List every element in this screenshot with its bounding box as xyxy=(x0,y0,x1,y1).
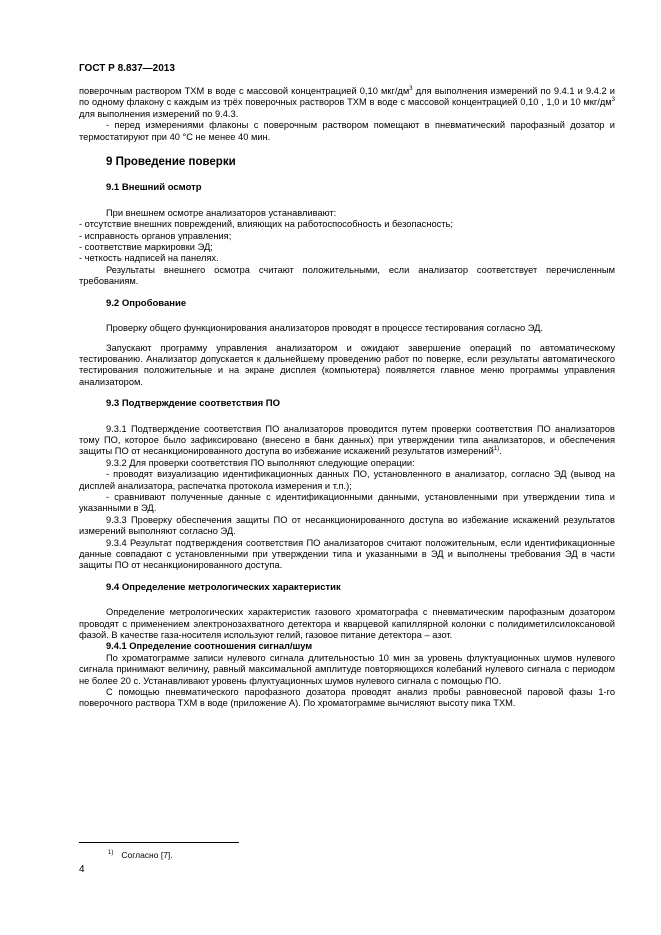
paragraph-9-3-3: 9.3.3 Проверку обеспечения защиты ПО от несанкционированного доступа во избежание искажений результатов измерений выполняют согласно ЭД. xyxy=(79,514,615,537)
list-item: - соответствие маркировки ЭД; xyxy=(79,242,213,253)
page-header: ГОСТ Р 8.837—2013 xyxy=(79,63,175,74)
paragraph-9-3-2-b: - сравнивают полученные данные с идентификационными данными, установленными при утверждении типа и указанными в ЭД. xyxy=(79,491,615,514)
section-heading-9-2: 9.2 Опробование xyxy=(106,297,187,309)
paragraph-9-1-0: При внешнем осмотре анализаторов устанавливают: xyxy=(106,207,337,218)
paragraph-9-2-1: Проверку общего функционирования анализаторов проводят в процессе тестирования согласно ЭД. xyxy=(106,323,543,334)
list-item: - исправность органов управления; xyxy=(79,230,232,241)
paragraph-intro-1: поверочным раствором ТХМ в воде с массовой концентрацией 0,10 мкг/$дм^3$ для выполнения измерений по 9.4.1 и 9.4.2 и по одному флакону с каждым из трёх поверочных растворов ТХМ в воде с массовой концентрацией 0,10 , 1,0 и 10 мкг/$дм^3$ для выполнения измерений по 9.4.3. xyxy=(79,85,615,119)
paragraph-9-2-2: Запускают программу управления анализатором и ожидают завершение операций по автоматическому тестированию. Анализатор допускается к дальнейшему проведению работ по поверке, если результаты автоматического тестирования положительные и на экране дисплея (компьютера) появляется главное меню программы управления анализатором. xyxy=(79,342,615,387)
paragraph-9-3-2: 9.3.2 Для проверки соответствия ПО выполняют следующие операции: xyxy=(106,457,415,468)
section-heading-9-4-1: 9.4.1 Определение соотношения сигнал/шум xyxy=(106,641,313,652)
paragraph-intro-2: - перед измерениями флаконы с поверочным раствором помещают в пневматический парофазный дозатор и термостатируют при 40 °С не менее 40 мин. xyxy=(79,120,615,142)
paragraph-9-4-1: Определение метрологических характеристик газового хроматографа с пневматическим парофазным дозатором проводят с применением электронозахватного детектора и кварцевой капиллярной колонки с полидиметилсилоксановой фазой. В качестве газа-носителя используют гелий, газовое питание детектора – азот. xyxy=(79,607,615,641)
paragraph-9-4-1-1: По хроматограмме записи нулевого сигнала длительностью 10 мин за уровень флуктуационных шумов нулевого сигнала принимают величину, равный максимальной амплитуде повторяющихся колебаний нулевого сигнала с периодом не более 20 с. Устанавливают уровень флуктуационных шумов нулевого сигнала с помощью ПО. xyxy=(79,652,615,686)
footnote: $^{1)}$ Согласно [7]. xyxy=(108,850,173,860)
section-heading-9-1: 9.1 Внешний осмотр xyxy=(106,182,202,194)
section-heading-9: 9 Проведение поверки xyxy=(106,156,236,169)
page-number: 4 xyxy=(79,864,85,875)
footnote-divider xyxy=(79,842,239,843)
section-heading-9-3: 9.3 Подтверждение соответствия ПО xyxy=(106,398,280,410)
paragraph-9-1-5: Результаты внешнего осмотра считают положительными, если анализатор соответствует перечисленным требованиям. xyxy=(79,264,615,287)
list-item: - четкость надписей на панелях. xyxy=(79,253,219,264)
main-content xyxy=(79,86,615,710)
list-item: - отсутствие внешних повреждений, влияющих на работоспособность и безопасность; xyxy=(79,219,453,230)
paragraph-9-3-1: 9.3.1 Подтверждение соответствия ПО анализаторов проводится путем проверки соответствия ПО анализаторов тому ПО, которое было зафиксировано (внесено в банк данных) при утверждении типа анализаторов, и обеспечения защиты ПО от несанкционированного доступа во избежание искажений результатов измерений$^{1)}$. xyxy=(79,423,615,457)
footnote-ref: 1) xyxy=(493,446,500,453)
paragraph-9-4-1-2: С помощью пневматического парофазного дозатора проводят анализ пробы равновесной паровой фазы 1-го поверочного раствора ТХМ в воде (приложение А). По хроматограмме вычисляют высоту пика ТХМ. xyxy=(79,687,615,709)
section-heading-9-4: 9.4 Определение метрологических характеристик xyxy=(106,581,341,593)
paragraph-9-3-2-a: - проводят визуализацию идентификационных данных ПО, установленного в анализатор, согласно ЭД (вывод на дисплей анализатора, распечатка протокола измерения и т.п.); xyxy=(79,469,615,491)
paragraph-9-3-4: 9.3.4 Результат подтверждения соответствия ПО анализаторов считают положительным, если идентификационные данные совпадают с установленными при утверждении типа и указанными в ЭД и выполнены требования ЭД в части защиты ПО от несанкционированного доступа. xyxy=(79,537,615,571)
